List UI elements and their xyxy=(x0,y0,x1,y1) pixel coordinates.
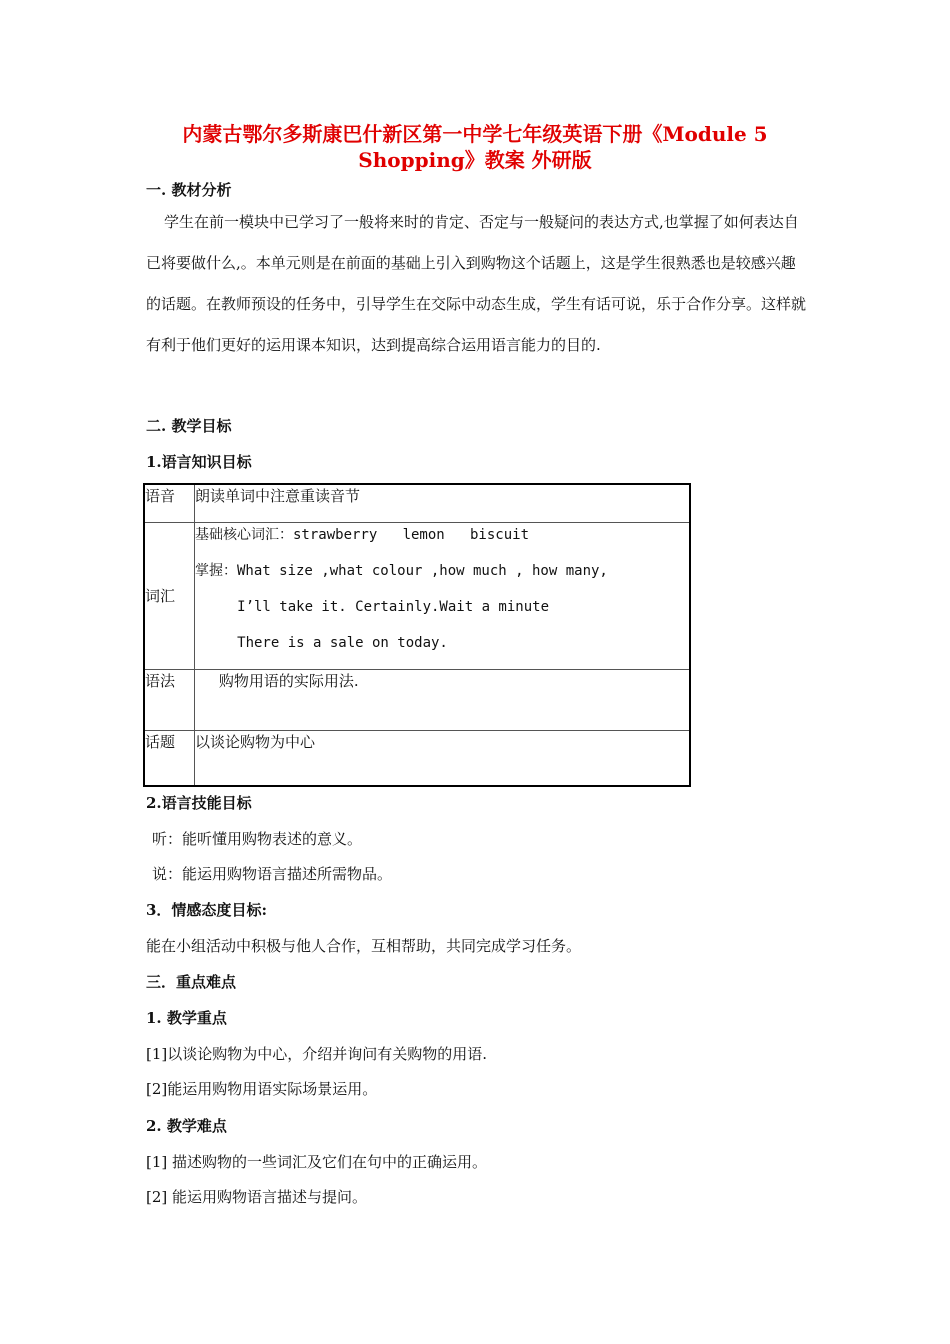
section-1-paragraph: 学生在前一模块中已学习了一般将来时的肯定、否定与一般疑问的表达方式,也掌握了如何表达自已将要做什么,。本单元则是在前面的基础上引入到购物这个话题上，这是学生很熟悉也是较感兴趣的话题。在教师预设的任务中，引导学生在交际中动态生成，学生有话可说，乐于合作分享。这样就有利于他们更好的运用课本知识，达到提高综合运用语言能力的目的. xyxy=(146,213,807,354)
table-value-cell: 朗读单词中注意重读音节 xyxy=(195,484,691,522)
section-1-heading: 一. 教材分析 xyxy=(146,181,232,199)
table-row-topic xyxy=(144,730,690,786)
title-line-2: Shopping》教案 外研版 xyxy=(358,148,592,172)
section-3-heading: 三．重点难点 xyxy=(146,973,237,991)
emotion-goal: 能在小组活动中积极与他人合作，互相帮助，共同完成学习任务。 xyxy=(146,937,582,955)
table-row-vocabulary xyxy=(144,522,690,669)
table-value-cell: 购物用语的实际用法. xyxy=(195,669,691,730)
language-knowledge-heading: 1.语言知识目标 xyxy=(146,453,252,471)
language-skills-heading: 2.语言技能目标 xyxy=(146,794,252,812)
table-key-cell: 话题 xyxy=(144,730,195,786)
listening-goal: 听：能听懂用购物表述的意义。 xyxy=(152,830,363,848)
table-row-grammar xyxy=(144,669,690,730)
key-points-heading: 1. 教学重点 xyxy=(146,1009,227,1027)
difficulties-heading: 2. 教学难点 xyxy=(146,1117,227,1135)
vocab-line: I’ll take it. Certainly.Wait a minute xyxy=(195,598,550,615)
difficulty-1: [1] 描述购物的一些词汇及它们在句中的正确运用。 xyxy=(146,1153,488,1171)
table-value-cell xyxy=(195,522,691,669)
title-line-1: 内蒙古鄂尔多斯康巴什新区第一中学七年级英语下册《Module 5 xyxy=(182,122,768,146)
document-title xyxy=(120,121,830,173)
vocab-line: There is a sale on today. xyxy=(195,634,448,651)
emotion-heading: 3．情感态度目标: xyxy=(146,901,267,919)
language-knowledge-table xyxy=(143,483,691,787)
key-point-2: [2]能运用购物用语实际场景运用。 xyxy=(146,1080,378,1098)
speaking-goal: 说：能运用购物语言描述所需物品。 xyxy=(152,865,393,883)
section-2-heading: 二. 教学目标 xyxy=(146,417,232,435)
table-value-cell: 以谈论购物为中心 xyxy=(195,730,691,786)
vocab-line: 基础核心词汇：strawberry lemon biscuit xyxy=(195,526,530,543)
vocab-line: 掌握：What size ,what colour ,how much , how many, xyxy=(195,562,608,579)
table-key-cell: 语音 xyxy=(144,484,195,522)
table-key-cell: 词汇 xyxy=(144,522,195,669)
key-point-1: [1]以谈论购物为中心，介绍并询问有关购物的用语. xyxy=(146,1045,488,1063)
table-key-cell: 语法 xyxy=(144,669,195,730)
table-row-pronunciation xyxy=(144,484,690,522)
difficulty-2: [2] 能运用购物语言描述与提问。 xyxy=(146,1188,368,1206)
